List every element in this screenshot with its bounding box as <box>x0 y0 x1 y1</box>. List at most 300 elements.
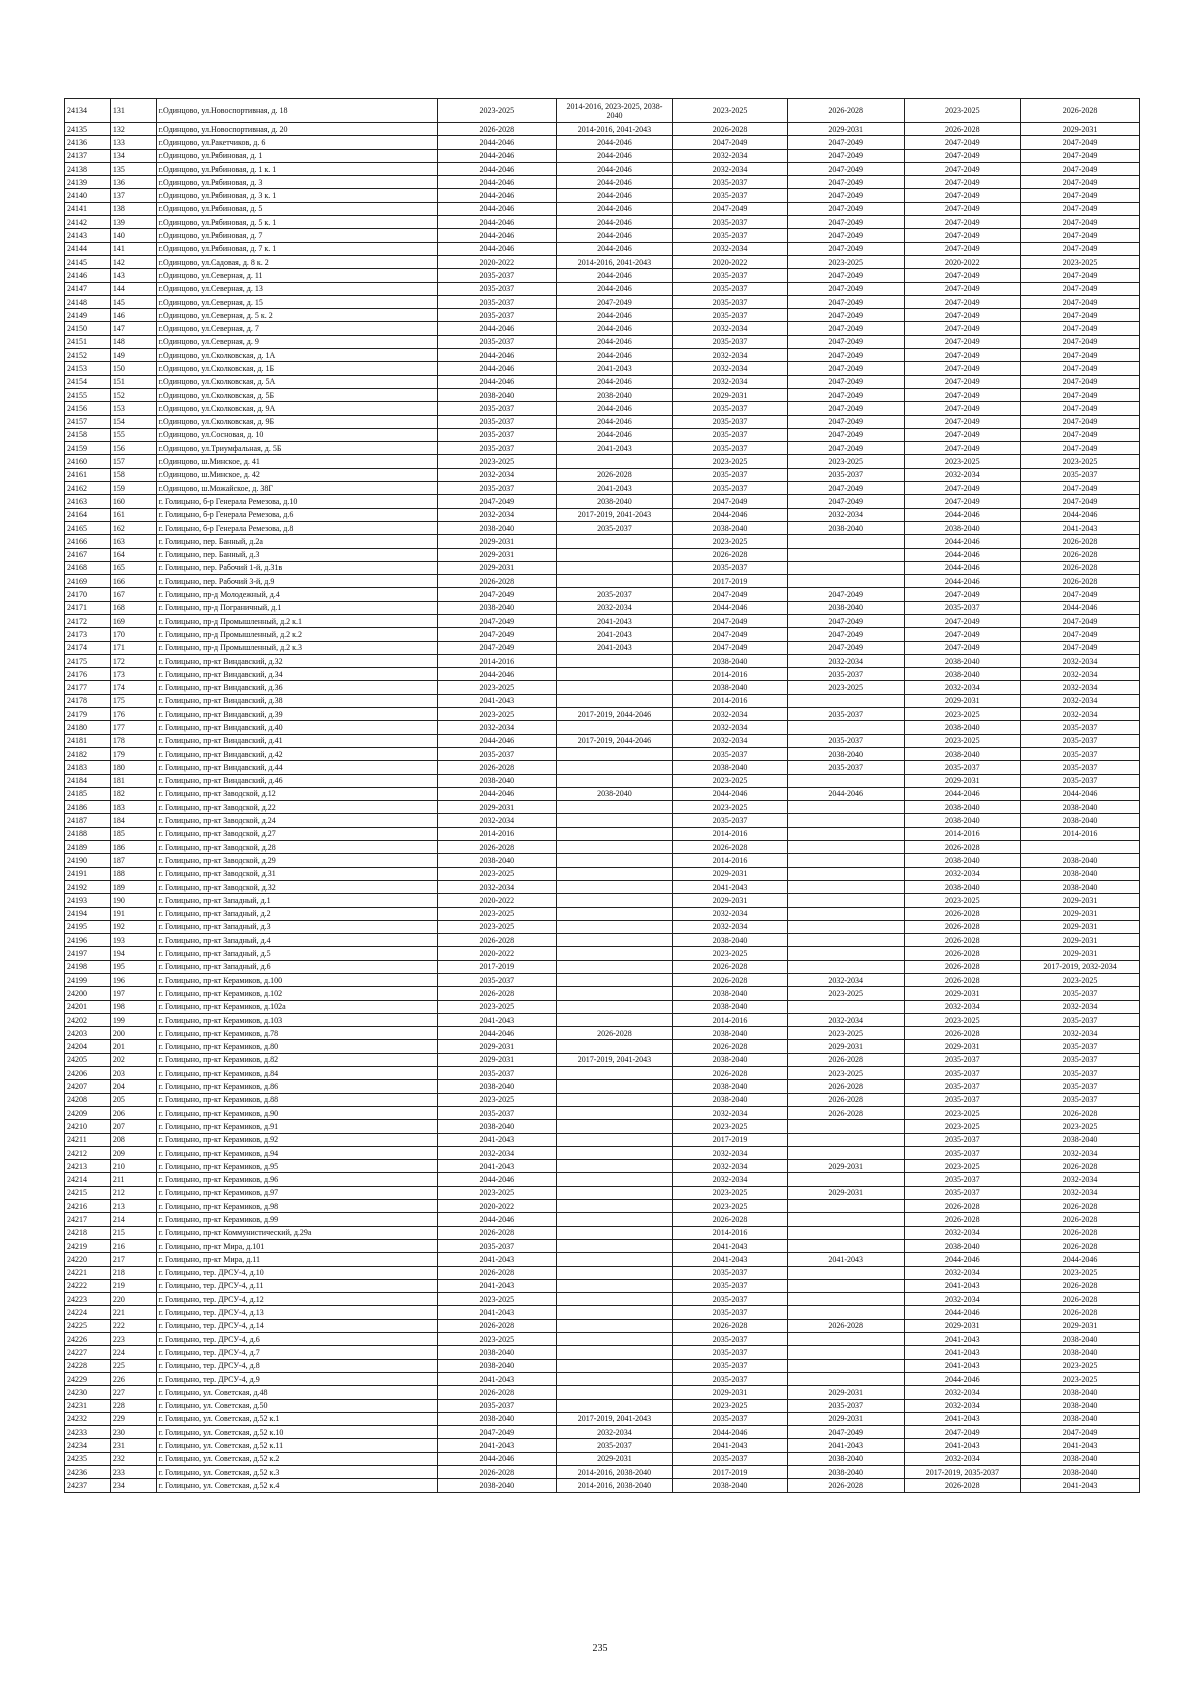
period-cell-2: 2026-2028 <box>556 1027 673 1040</box>
table-row <box>65 508 1140 521</box>
period-cell-5: 2047-2049 <box>904 415 1021 428</box>
period-cell-5: 2023-2025 <box>904 1106 1021 1119</box>
period-cell-3: 2023-2025 <box>673 535 788 548</box>
table-row <box>65 880 1140 893</box>
period-cell-2: 2047-2049 <box>556 295 673 308</box>
period-cell-2: 2017-2019, 2041-2043 <box>556 508 673 521</box>
period-cell-2 <box>556 1213 673 1226</box>
row-id-cell: 24192 <box>65 880 111 893</box>
period-cell-6: 2014-2016 <box>1021 827 1140 840</box>
period-cell-4 <box>787 841 904 854</box>
period-cell-5: 2035-2037 <box>904 1067 1021 1080</box>
period-cell-1: 2044-2046 <box>437 1027 556 1040</box>
period-cell-2: 2038-2040 <box>556 495 673 508</box>
address-cell: г. Голицыно, пр-кт Западный, д.4 <box>156 934 437 947</box>
period-cell-6: 2047-2049 <box>1021 415 1140 428</box>
period-cell-2 <box>556 1306 673 1319</box>
period-cell-1: 2023-2025 <box>437 1093 556 1106</box>
table-row <box>65 309 1140 322</box>
period-cell-1: 2047-2049 <box>437 588 556 601</box>
period-cell-5: 2038-2040 <box>904 747 1021 760</box>
address-cell: г. Голицыно, пр-кт Западный, д.2 <box>156 907 437 920</box>
period-cell-2 <box>556 1226 673 1239</box>
period-cell-1: 2020-2022 <box>437 1200 556 1213</box>
address-cell: г. Голицыно, тер. ДРСУ-4, д.11 <box>156 1279 437 1292</box>
row-id-cell: 24175 <box>65 654 111 667</box>
period-cell-2 <box>556 1239 673 1252</box>
period-cell-3: 2023-2025 <box>673 1200 788 1213</box>
period-cell-2: 2035-2037 <box>556 588 673 601</box>
period-cell-2 <box>556 1186 673 1199</box>
period-cell-5: 2026-2028 <box>904 841 1021 854</box>
table-row <box>65 255 1140 268</box>
period-cell-3: 2032-2034 <box>673 1146 788 1159</box>
table-row <box>65 402 1140 415</box>
period-cell-1: 2044-2046 <box>437 1452 556 1465</box>
period-cell-6: 2038-2040 <box>1021 1399 1140 1412</box>
period-cell-6: 2035-2037 <box>1021 774 1140 787</box>
table-row <box>65 1372 1140 1385</box>
address-cell: г. Голицыно, пр-кт Заводской, д.32 <box>156 880 437 893</box>
period-cell-4: 2047-2049 <box>787 588 904 601</box>
period-cell-5: 2023-2025 <box>904 1013 1021 1026</box>
period-cell-1: 2035-2037 <box>437 415 556 428</box>
period-cell-2: 2014-2016, 2041-2043 <box>556 255 673 268</box>
period-cell-6: 2038-2040 <box>1021 814 1140 827</box>
period-cell-2 <box>556 907 673 920</box>
period-cell-2: 2044-2046 <box>556 136 673 149</box>
period-cell-3: 2038-2040 <box>673 987 788 1000</box>
period-cell-1: 2041-2043 <box>437 1253 556 1266</box>
period-cell-1: 2023-2025 <box>437 1293 556 1306</box>
table-row <box>65 176 1140 189</box>
period-cell-3: 2047-2049 <box>673 202 788 215</box>
address-cell: г. Голицыно, пр-кт Керамиков, д.102 <box>156 987 437 1000</box>
period-cell-6: 2032-2034 <box>1021 708 1140 721</box>
period-cell-6: 2044-2046 <box>1021 787 1140 800</box>
row-id-cell: 24215 <box>65 1186 111 1199</box>
table-row <box>65 99 1140 123</box>
row-number-cell: 195 <box>110 960 156 973</box>
period-cell-4: 2047-2049 <box>787 388 904 401</box>
period-cell-3: 2035-2037 <box>673 814 788 827</box>
period-cell-2 <box>556 1040 673 1053</box>
period-cell-3: 2035-2037 <box>673 335 788 348</box>
period-cell-4: 2047-2049 <box>787 628 904 641</box>
period-cell-3: 2017-2019 <box>673 575 788 588</box>
period-cell-3: 2032-2034 <box>673 920 788 933</box>
row-id-cell: 24217 <box>65 1213 111 1226</box>
row-number-cell: 219 <box>110 1279 156 1292</box>
period-cell-6: 2047-2049 <box>1021 428 1140 441</box>
period-cell-6: 2044-2046 <box>1021 601 1140 614</box>
row-id-cell: 24164 <box>65 508 111 521</box>
period-cell-2: 2041-2043 <box>556 362 673 375</box>
row-id-cell: 24205 <box>65 1053 111 1066</box>
table-row <box>65 1040 1140 1053</box>
table-row <box>65 136 1140 149</box>
period-cell-3: 2026-2028 <box>673 1213 788 1226</box>
period-cell-3: 2023-2025 <box>673 99 788 123</box>
period-cell-6: 2026-2028 <box>1021 561 1140 574</box>
period-cell-5: 2035-2037 <box>904 601 1021 614</box>
row-id-cell: 24213 <box>65 1160 111 1173</box>
period-cell-4 <box>787 801 904 814</box>
row-number-cell: 154 <box>110 415 156 428</box>
address-cell: г.Одинцово, ул.Северная, д. 7 <box>156 322 437 335</box>
period-cell-6: 2035-2037 <box>1021 1053 1140 1066</box>
period-cell-1: 2044-2046 <box>437 162 556 175</box>
period-cell-1: 2044-2046 <box>437 229 556 242</box>
period-cell-5: 2044-2046 <box>904 787 1021 800</box>
table-row <box>65 721 1140 734</box>
period-cell-1: 2047-2049 <box>437 614 556 627</box>
address-cell: г. Голицыно, ул. Советская, д.52 к.10 <box>156 1426 437 1439</box>
period-cell-3: 2035-2037 <box>673 1452 788 1465</box>
period-cell-5: 2026-2028 <box>904 1200 1021 1213</box>
row-id-cell: 24134 <box>65 99 111 123</box>
period-cell-1: 2029-2031 <box>437 801 556 814</box>
period-cell-6: 2047-2049 <box>1021 362 1140 375</box>
period-cell-4: 2047-2049 <box>787 309 904 322</box>
period-cell-6: 2026-2028 <box>1021 548 1140 561</box>
period-cell-4: 2041-2043 <box>787 1439 904 1452</box>
period-cell-4: 2029-2031 <box>787 123 904 136</box>
period-cell-3: 2038-2040 <box>673 761 788 774</box>
row-number-cell: 177 <box>110 721 156 734</box>
row-number-cell: 190 <box>110 894 156 907</box>
period-cell-5: 2041-2043 <box>904 1279 1021 1292</box>
row-number-cell: 194 <box>110 947 156 960</box>
row-number-cell: 166 <box>110 575 156 588</box>
period-cell-6: 2047-2049 <box>1021 495 1140 508</box>
period-cell-1: 2032-2034 <box>437 508 556 521</box>
row-number-cell: 232 <box>110 1452 156 1465</box>
row-id-cell: 24159 <box>65 442 111 455</box>
row-number-cell: 234 <box>110 1479 156 1492</box>
table-row <box>65 708 1140 721</box>
period-cell-4: 2047-2049 <box>787 295 904 308</box>
period-cell-5: 2047-2049 <box>904 641 1021 654</box>
period-cell-1: 2035-2037 <box>437 282 556 295</box>
period-cell-4 <box>787 1226 904 1239</box>
period-cell-2: 2044-2046 <box>556 309 673 322</box>
period-cell-2: 2044-2046 <box>556 322 673 335</box>
address-cell: г. Голицыно, пр-кт Керамиков, д.103 <box>156 1013 437 1026</box>
period-cell-4: 2047-2049 <box>787 1426 904 1439</box>
period-cell-3: 2038-2040 <box>673 1080 788 1093</box>
row-id-cell: 24221 <box>65 1266 111 1279</box>
row-id-cell: 24155 <box>65 388 111 401</box>
row-id-cell: 24152 <box>65 349 111 362</box>
table-row <box>65 681 1140 694</box>
period-cell-5: 2026-2028 <box>904 1213 1021 1226</box>
period-cell-3: 2032-2034 <box>673 349 788 362</box>
table-row <box>65 1412 1140 1425</box>
period-cell-6: 2047-2049 <box>1021 189 1140 202</box>
row-id-cell: 24145 <box>65 255 111 268</box>
period-cell-4: 2032-2034 <box>787 1013 904 1026</box>
row-id-cell: 24137 <box>65 149 111 162</box>
period-cell-3: 2035-2037 <box>673 1333 788 1346</box>
period-cell-5: 2047-2049 <box>904 136 1021 149</box>
address-cell: г. Голицыно, ул. Советская, д.52 к.2 <box>156 1452 437 1465</box>
row-number-cell: 179 <box>110 747 156 760</box>
row-number-cell: 142 <box>110 255 156 268</box>
table-row <box>65 747 1140 760</box>
period-cell-6: 2038-2040 <box>1021 1346 1140 1359</box>
row-id-cell: 24186 <box>65 801 111 814</box>
address-cell: г. Голицыно, б-р Генерала Ремезова, д.10 <box>156 495 437 508</box>
period-cell-4: 2029-2031 <box>787 1186 904 1199</box>
row-id-cell: 24147 <box>65 282 111 295</box>
period-cell-2: 2044-2046 <box>556 176 673 189</box>
period-cell-4: 2029-2031 <box>787 1160 904 1173</box>
period-cell-4: 2035-2037 <box>787 1399 904 1412</box>
period-cell-5: 2023-2025 <box>904 1160 1021 1173</box>
row-number-cell: 182 <box>110 787 156 800</box>
period-cell-5: 2038-2040 <box>904 668 1021 681</box>
period-cell-1: 2044-2046 <box>437 1213 556 1226</box>
row-number-cell: 226 <box>110 1372 156 1385</box>
table-row <box>65 1067 1140 1080</box>
table-row <box>65 1346 1140 1359</box>
period-cell-4: 2032-2034 <box>787 974 904 987</box>
period-cell-2 <box>556 880 673 893</box>
period-cell-1: 2041-2043 <box>437 1013 556 1026</box>
table-row <box>65 907 1140 920</box>
period-cell-2: 2017-2019, 2041-2043 <box>556 1053 673 1066</box>
period-cell-4: 2035-2037 <box>787 468 904 481</box>
address-cell: г. Голицыно, тер. ДРСУ-4, д.7 <box>156 1346 437 1359</box>
address-cell: г. Голицыно, пр-кт Заводской, д.31 <box>156 867 437 880</box>
period-cell-2 <box>556 1253 673 1266</box>
period-cell-4: 2038-2040 <box>787 1452 904 1465</box>
period-cell-2 <box>556 561 673 574</box>
period-cell-5: 2047-2049 <box>904 628 1021 641</box>
address-cell: г. Голицыно, пр-д Пограничный, д.1 <box>156 601 437 614</box>
address-cell: г.Одинцово, ул.Сколковская, д. 1Б <box>156 362 437 375</box>
row-number-cell: 225 <box>110 1359 156 1372</box>
period-cell-4: 2023-2025 <box>787 255 904 268</box>
period-cell-5: 2047-2049 <box>904 189 1021 202</box>
period-cell-1: 2044-2046 <box>437 202 556 215</box>
period-cell-5: 2038-2040 <box>904 521 1021 534</box>
address-cell: г.Одинцово, ул.Рябиновая, д. 7 к. 1 <box>156 242 437 255</box>
table-row <box>65 960 1140 973</box>
period-cell-3: 2017-2019 <box>673 1133 788 1146</box>
row-id-cell: 24165 <box>65 521 111 534</box>
period-cell-4 <box>787 1133 904 1146</box>
period-cell-1: 2044-2046 <box>437 1173 556 1186</box>
period-cell-3: 2047-2049 <box>673 641 788 654</box>
row-number-cell: 206 <box>110 1106 156 1119</box>
period-cell-2 <box>556 1080 673 1093</box>
address-cell: г. Голицыно, пр-кт Виндавский, д.34 <box>156 668 437 681</box>
period-cell-3: 2035-2037 <box>673 269 788 282</box>
period-cell-3: 2014-2016 <box>673 827 788 840</box>
row-id-cell: 24209 <box>65 1106 111 1119</box>
period-cell-4 <box>787 1293 904 1306</box>
table-row <box>65 814 1140 827</box>
address-cell: г. Голицыно, пр-кт Керамиков, д.95 <box>156 1160 437 1173</box>
table-row <box>65 1173 1140 1186</box>
table-row <box>65 1133 1140 1146</box>
period-cell-1: 2029-2031 <box>437 548 556 561</box>
address-cell: г. Голицыно, пр-кт Заводской, д.27 <box>156 827 437 840</box>
period-cell-3: 2032-2034 <box>673 149 788 162</box>
period-cell-2 <box>556 1279 673 1292</box>
period-cell-4: 2047-2049 <box>787 282 904 295</box>
row-number-cell: 211 <box>110 1173 156 1186</box>
period-cell-6: 2047-2049 <box>1021 641 1140 654</box>
row-id-cell: 24184 <box>65 774 111 787</box>
period-cell-5: 2044-2046 <box>904 561 1021 574</box>
row-number-cell: 161 <box>110 508 156 521</box>
period-cell-2 <box>556 827 673 840</box>
period-cell-2: 2044-2046 <box>556 202 673 215</box>
row-number-cell: 192 <box>110 920 156 933</box>
period-cell-1: 2023-2025 <box>437 1333 556 1346</box>
row-id-cell: 24193 <box>65 894 111 907</box>
period-cell-3: 2032-2034 <box>673 907 788 920</box>
table-row <box>65 1319 1140 1332</box>
period-cell-3: 2023-2025 <box>673 947 788 960</box>
period-cell-3: 2032-2034 <box>673 734 788 747</box>
period-cell-5: 2029-2031 <box>904 987 1021 1000</box>
period-cell-4: 2038-2040 <box>787 747 904 760</box>
period-cell-5: 2047-2049 <box>904 162 1021 175</box>
period-cell-4: 2047-2049 <box>787 229 904 242</box>
address-cell: г.Одинцово, ул.Сколковская, д. 5А <box>156 375 437 388</box>
row-number-cell: 141 <box>110 242 156 255</box>
row-id-cell: 24233 <box>65 1426 111 1439</box>
period-cell-6: 2041-2043 <box>1021 521 1140 534</box>
period-cell-6: 2032-2034 <box>1021 681 1140 694</box>
period-cell-1: 2023-2025 <box>437 867 556 880</box>
row-number-cell: 201 <box>110 1040 156 1053</box>
period-cell-2: 2035-2037 <box>556 1439 673 1452</box>
period-cell-6: 2032-2034 <box>1021 654 1140 667</box>
period-cell-5: 2023-2025 <box>904 894 1021 907</box>
table-row <box>65 920 1140 933</box>
period-cell-3: 2035-2037 <box>673 309 788 322</box>
period-cell-1: 2035-2037 <box>437 1239 556 1252</box>
period-cell-4 <box>787 721 904 734</box>
address-cell: г. Голицыно, пр-кт Керамиков, д.102а <box>156 1000 437 1013</box>
table-row <box>65 641 1140 654</box>
row-number-cell: 221 <box>110 1306 156 1319</box>
row-id-cell: 24182 <box>65 747 111 760</box>
period-cell-4: 2026-2028 <box>787 1479 904 1492</box>
period-cell-1: 2035-2037 <box>437 428 556 441</box>
table-row <box>65 442 1140 455</box>
period-cell-5: 2047-2049 <box>904 614 1021 627</box>
table-row <box>65 349 1140 362</box>
period-cell-3: 2023-2025 <box>673 1120 788 1133</box>
period-cell-3: 2047-2049 <box>673 136 788 149</box>
period-cell-6: 2047-2049 <box>1021 349 1140 362</box>
period-cell-5: 2047-2049 <box>904 176 1021 189</box>
row-id-cell: 24169 <box>65 575 111 588</box>
row-number-cell: 140 <box>110 229 156 242</box>
period-cell-5: 2023-2025 <box>904 1120 1021 1133</box>
period-cell-4 <box>787 880 904 893</box>
period-cell-1: 2038-2040 <box>437 521 556 534</box>
period-cell-6: 2047-2049 <box>1021 269 1140 282</box>
table-row <box>65 189 1140 202</box>
table-row <box>65 1439 1140 1452</box>
address-cell: г. Голицыно, пр-д Промышленный, д.2 к.2 <box>156 628 437 641</box>
period-cell-6: 2035-2037 <box>1021 734 1140 747</box>
row-number-cell: 131 <box>110 99 156 123</box>
table-row <box>65 242 1140 255</box>
period-cell-4 <box>787 1146 904 1159</box>
table-row <box>65 1200 1140 1213</box>
row-number-cell: 217 <box>110 1253 156 1266</box>
period-cell-6: 2047-2049 <box>1021 402 1140 415</box>
period-cell-6: 2038-2040 <box>1021 1452 1140 1465</box>
period-cell-2 <box>556 934 673 947</box>
period-cell-1: 2035-2037 <box>437 974 556 987</box>
period-cell-6: 2032-2034 <box>1021 1173 1140 1186</box>
period-cell-5: 2047-2049 <box>904 1426 1021 1439</box>
period-cell-2 <box>556 894 673 907</box>
period-cell-2: 2044-2046 <box>556 335 673 348</box>
period-cell-3: 2035-2037 <box>673 282 788 295</box>
period-cell-6: 2047-2049 <box>1021 282 1140 295</box>
period-cell-6: 2032-2034 <box>1021 1027 1140 1040</box>
period-cell-5: 2047-2049 <box>904 428 1021 441</box>
period-cell-4 <box>787 907 904 920</box>
period-cell-6: 2047-2049 <box>1021 588 1140 601</box>
period-cell-6: 2023-2025 <box>1021 455 1140 468</box>
period-cell-3: 2038-2040 <box>673 521 788 534</box>
period-cell-4 <box>787 1239 904 1252</box>
row-number-cell: 170 <box>110 628 156 641</box>
address-cell: г.Одинцово, ул.Рябиновая, д. 1 <box>156 149 437 162</box>
period-cell-1: 2026-2028 <box>437 1319 556 1332</box>
period-cell-5: 2032-2034 <box>904 1000 1021 1013</box>
address-cell: г. Голицыно, тер. ДРСУ-4, д.13 <box>156 1306 437 1319</box>
period-cell-2 <box>556 1319 673 1332</box>
period-cell-3: 2035-2037 <box>673 442 788 455</box>
period-cell-5: 2032-2034 <box>904 867 1021 880</box>
period-cell-4 <box>787 548 904 561</box>
period-cell-2 <box>556 1266 673 1279</box>
table-row <box>65 468 1140 481</box>
period-cell-1: 2047-2049 <box>437 1426 556 1439</box>
period-cell-1: 2038-2040 <box>437 1412 556 1425</box>
table-row <box>65 388 1140 401</box>
period-cell-1: 2035-2037 <box>437 1067 556 1080</box>
period-cell-2 <box>556 654 673 667</box>
address-cell: г. Голицыно, ул. Советская, д.48 <box>156 1386 437 1399</box>
period-cell-1: 2026-2028 <box>437 123 556 136</box>
row-number-cell: 218 <box>110 1266 156 1279</box>
row-id-cell: 24157 <box>65 415 111 428</box>
address-cell: г.Одинцово, ул.Сосновая, д. 10 <box>156 428 437 441</box>
row-id-cell: 24139 <box>65 176 111 189</box>
table-row <box>65 867 1140 880</box>
period-cell-3: 2035-2037 <box>673 428 788 441</box>
row-id-cell: 24223 <box>65 1293 111 1306</box>
period-cell-6: 2035-2037 <box>1021 1067 1140 1080</box>
period-cell-4 <box>787 694 904 707</box>
row-number-cell: 145 <box>110 295 156 308</box>
table-row <box>65 1293 1140 1306</box>
address-cell: г.Одинцово, ул.Новоспортивная, д. 18 <box>156 99 437 123</box>
